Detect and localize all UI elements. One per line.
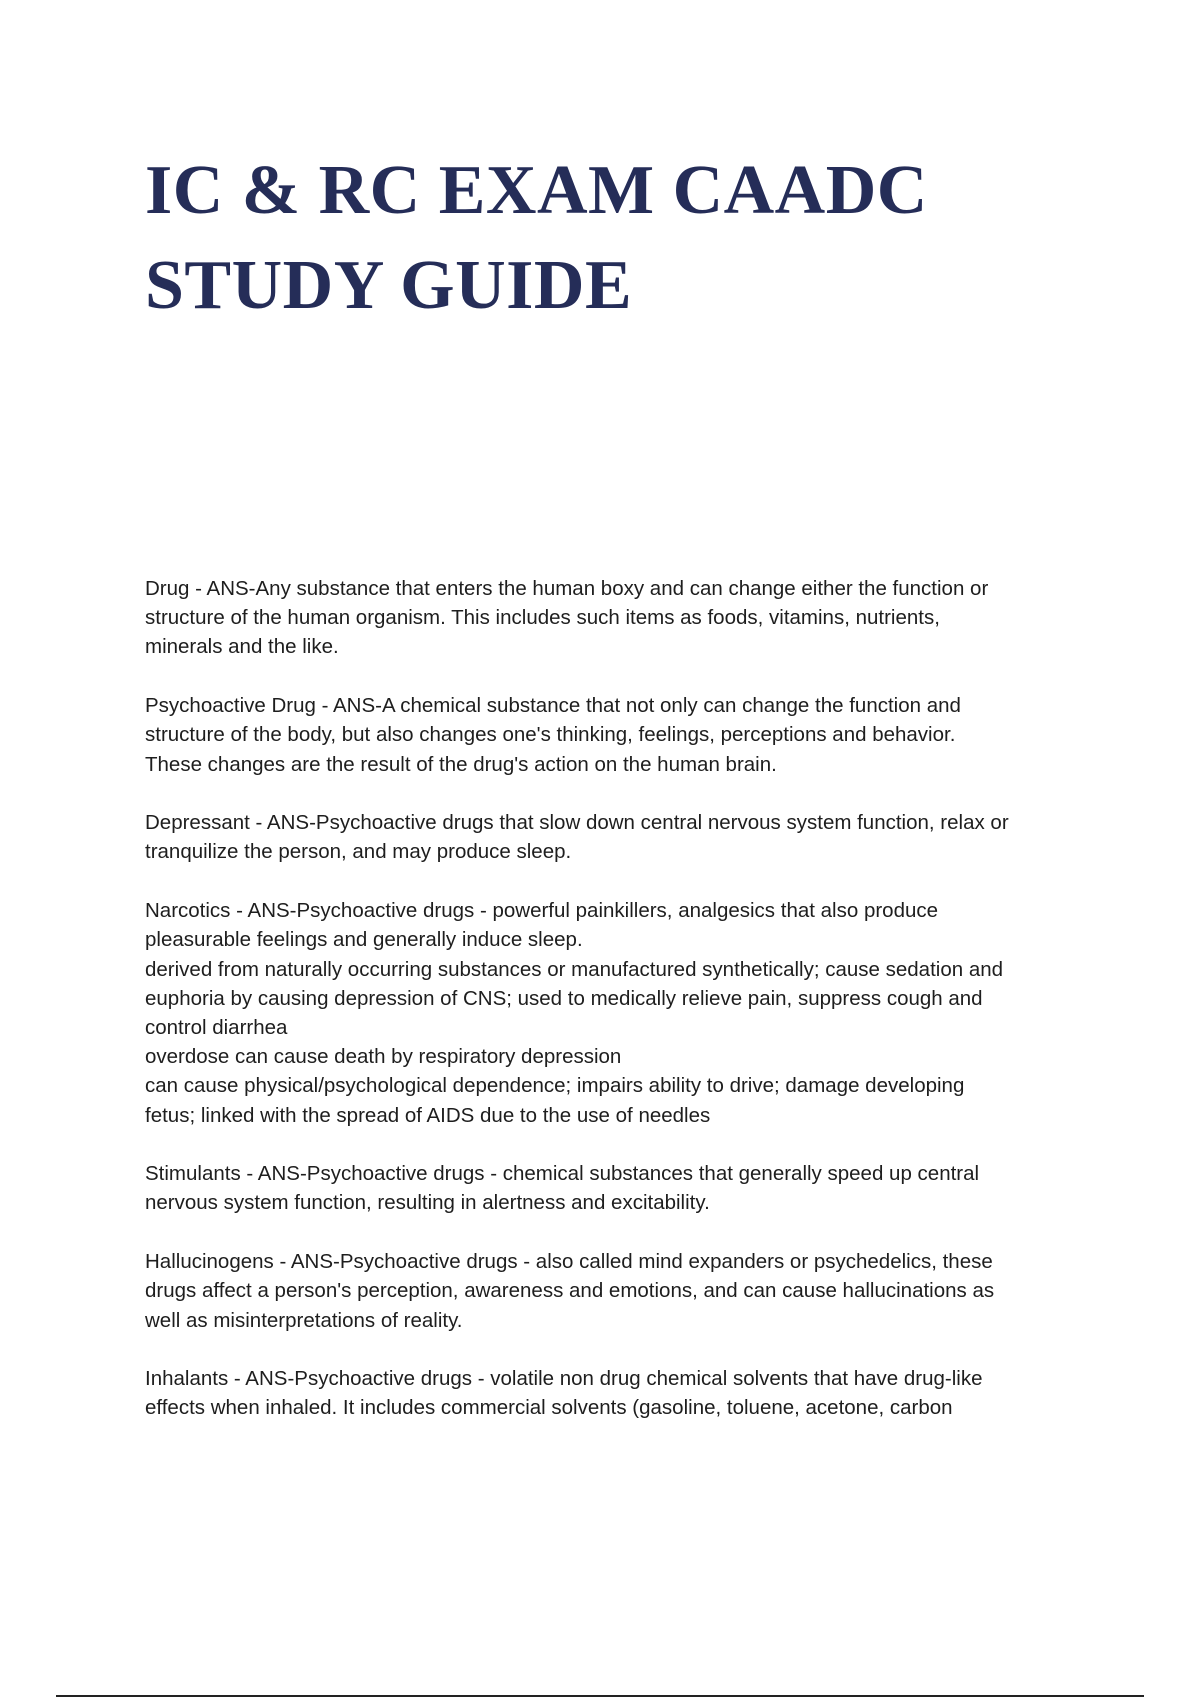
entry-text-line: control diarrhea <box>145 1015 288 1039</box>
glossary-entry-hallucinogens <box>145 1247 1090 1335</box>
glossary-entry-psychoactive-drug <box>145 691 1090 779</box>
glossary-entry-depressant <box>145 808 1090 866</box>
entry-text-line: structure of the body, but also changes one's thinking, feelings, perceptions and behavior. <box>145 723 956 747</box>
entry-text-line: overdose can cause death by respiratory depression <box>145 1045 622 1069</box>
glossary-entry-narcotics <box>145 896 1090 1130</box>
footer-divider <box>56 1695 1144 1697</box>
entry-text-line: Hallucinogens - ANS-Psychoactive drugs - also called mind expanders or psychedelics, these <box>145 1250 993 1274</box>
entry-text-line: Drug - ANS-Any substance that enters the human boxy and can change either the function or <box>145 577 989 600</box>
entry-text-line: effects when inhaled. It includes commercial solvents (gasoline, toluene, acetone, carbon <box>145 1396 953 1420</box>
entry-text-line: minerals and the like. <box>145 635 339 659</box>
entry-text-line: fetus; linked with the spread of AIDS due to the use of needles <box>145 1103 711 1127</box>
entry-text-line: Psychoactive Drug - ANS-A chemical substance that not only can change the function and <box>145 694 961 718</box>
entry-text-line: Stimulants - ANS-Psychoactive drugs - chemical substances that generally speed up central <box>145 1162 980 1186</box>
entry-text-line: Narcotics - ANS-Psychoactive drugs - powerful painkillers, analgesics that also produce <box>145 899 939 923</box>
title-line-1: IC & RC EXAM CAADC <box>145 152 928 229</box>
entry-text-line: derived from naturally occurring substances or manufactured synthetically; cause sedation and <box>145 957 1004 981</box>
glossary-entry-drug <box>145 574 1090 662</box>
entry-text-line: euphoria by causing depression of CNS; used to medically relieve pain, suppress cough and <box>145 986 983 1010</box>
entry-text-line: can cause physical/psychological dependence; impairs ability to drive; damage developing <box>145 1074 965 1098</box>
title-line-2: STUDY GUIDE <box>145 247 633 324</box>
entry-text-line: structure of the human organism. This includes such items as foods, vitamins, nutrients, <box>145 606 940 630</box>
glossary-entry-inhalants <box>145 1364 1090 1422</box>
entry-text-line: tranquilize the person, and may produce sleep. <box>145 840 572 864</box>
entry-text-line: Depressant - ANS-Psychoactive drugs that slow down central nervous system function, relax or <box>145 811 1009 835</box>
entry-text-line: well as misinterpretations of reality. <box>145 1308 463 1332</box>
glossary-entry-stimulants <box>145 1159 1090 1217</box>
entry-text-line: nervous system function, resulting in alertness and excitability. <box>145 1191 710 1215</box>
entry-text-line: These changes are the result of the drug's action on the human brain. <box>145 752 777 776</box>
entry-text-line: pleasurable feelings and generally induce sleep. <box>145 928 583 952</box>
document-title <box>145 143 1105 333</box>
entry-text-line: Inhalants - ANS-Psychoactive drugs - volatile non drug chemical solvents that have drug-like <box>145 1367 983 1391</box>
entry-text-line: drugs affect a person's perception, awareness and emotions, and can cause hallucinations as <box>145 1279 995 1303</box>
glossary-content <box>145 574 1090 1452</box>
